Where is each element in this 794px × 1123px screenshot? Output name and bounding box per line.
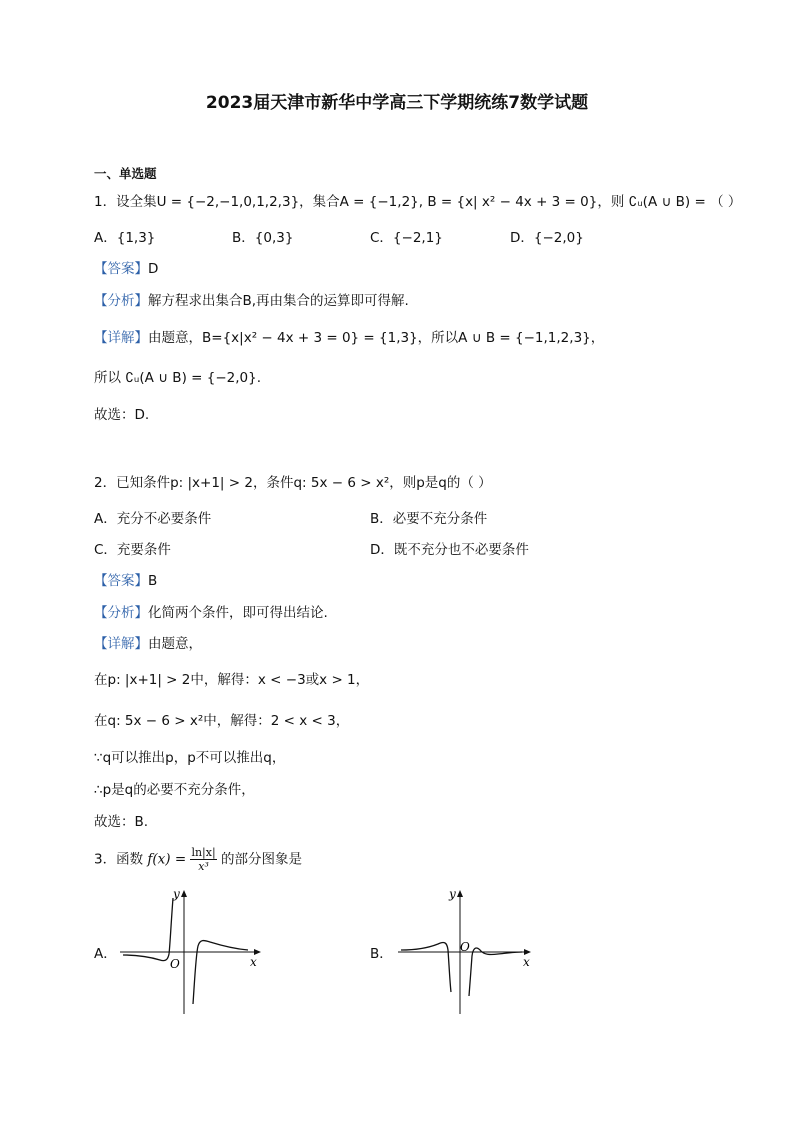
q2-because: ∵q可以推出p，p不可以推出q， xyxy=(94,750,286,766)
q1-detail: 由题意，B={x|x² − 4x + 3 = 0} = {1,3}，所以A ∪ B = {−1,1,2,3}， xyxy=(148,330,605,346)
q3-graph-b xyxy=(396,884,546,1016)
q3-numerator: ln|x| xyxy=(191,846,216,859)
q1-option-d: D．{−2,0} xyxy=(510,230,584,246)
q2-option-b: B．必要不充分条件 xyxy=(370,511,488,527)
y-axis-arrow xyxy=(457,890,463,897)
curve-left xyxy=(123,898,173,961)
section-heading: 一、单选题 xyxy=(94,166,157,181)
q2-answer-row xyxy=(94,571,157,591)
q2-choose: 故选：B. xyxy=(94,814,149,830)
q3-fraction xyxy=(190,846,216,873)
q3-graph-a xyxy=(118,884,268,1016)
q1-answer: D xyxy=(148,261,159,277)
page-title: 2023届天津市新华中学高三下学期统练7数学试题 xyxy=(205,93,589,113)
curve-left xyxy=(401,942,451,992)
q2-option-c: C．充要条件 xyxy=(94,542,171,558)
analysis-tag: 【分析】 xyxy=(94,605,148,621)
q1-stem: 1．设全集U = {−2,−1,0,1,2,3}，集合A = {−1,2}, B = {x| x² − 4x + 3 = 0}，则 ∁ᵤ(A ∪ B) = （ ） xyxy=(94,194,742,210)
q3-stem xyxy=(94,846,302,873)
q2-answer: B xyxy=(148,573,158,589)
origin-label: O xyxy=(460,940,470,954)
origin-label: O xyxy=(170,957,180,971)
q1-answer-row xyxy=(94,259,158,279)
q1-choose: 故选：D. xyxy=(94,407,150,423)
y-axis-arrow xyxy=(181,890,187,897)
q1-analysis: 解方程求出集合B,再由集合的运算即可得解. xyxy=(148,293,409,309)
q2-line-q: 在q: 5x − 6 > x²中，解得：2 < x < 3， xyxy=(94,713,350,729)
answer-tag: 【答案】 xyxy=(94,573,148,589)
q2-option-d: D．既不充分也不必要条件 xyxy=(370,542,529,558)
detail-tag: 【详解】 xyxy=(94,330,148,346)
q2-stem: 2．已知条件p: |x+1| > 2，条件q: 5x − 6 > x²，则p是q的（ ） xyxy=(94,475,492,491)
q1-detail-row xyxy=(94,328,604,348)
q2-line-p: 在p: |x+1| > 2中，解得：x < −3或x > 1， xyxy=(94,672,370,688)
q3-option-b-label: B． xyxy=(370,946,393,962)
y-axis-label: y xyxy=(173,887,180,901)
q2-detail: 由题意， xyxy=(148,636,202,652)
analysis-tag: 【分析】 xyxy=(94,293,148,309)
curve-right xyxy=(193,941,248,1004)
q3-option-a-label: A． xyxy=(94,946,117,962)
curve-right xyxy=(469,948,522,996)
x-axis-label: x xyxy=(250,955,257,969)
q3-stem-prefix: 3．函数 xyxy=(94,851,144,868)
q2-option-a: A．充分不必要条件 xyxy=(94,511,212,527)
q3-function-name: f(x) = xyxy=(147,851,187,868)
q1-option-c: C．{−2,1} xyxy=(370,230,443,246)
q3-denominator: x³ xyxy=(198,860,209,873)
q1-option-a: A．{1,3} xyxy=(94,230,156,246)
answer-tag: 【答案】 xyxy=(94,261,148,277)
y-axis-label: y xyxy=(449,887,456,901)
q2-analysis-row xyxy=(94,603,328,623)
q2-analysis: 化简两个条件，即可得出结论. xyxy=(148,605,328,621)
detail-tag: 【详解】 xyxy=(94,636,148,652)
q3-stem-suffix: 的部分图象是 xyxy=(220,851,302,868)
x-axis-label: x xyxy=(523,955,530,969)
q2-therefore: ∴p是q的必要不充分条件， xyxy=(94,782,255,798)
q2-detail-row xyxy=(94,634,202,654)
q1-detail-line2: 所以 ∁ᵤ(A ∪ B) = {−2,0}. xyxy=(94,370,261,386)
q1-analysis-row xyxy=(94,291,409,311)
q1-option-b: B．{0,3} xyxy=(232,230,294,246)
